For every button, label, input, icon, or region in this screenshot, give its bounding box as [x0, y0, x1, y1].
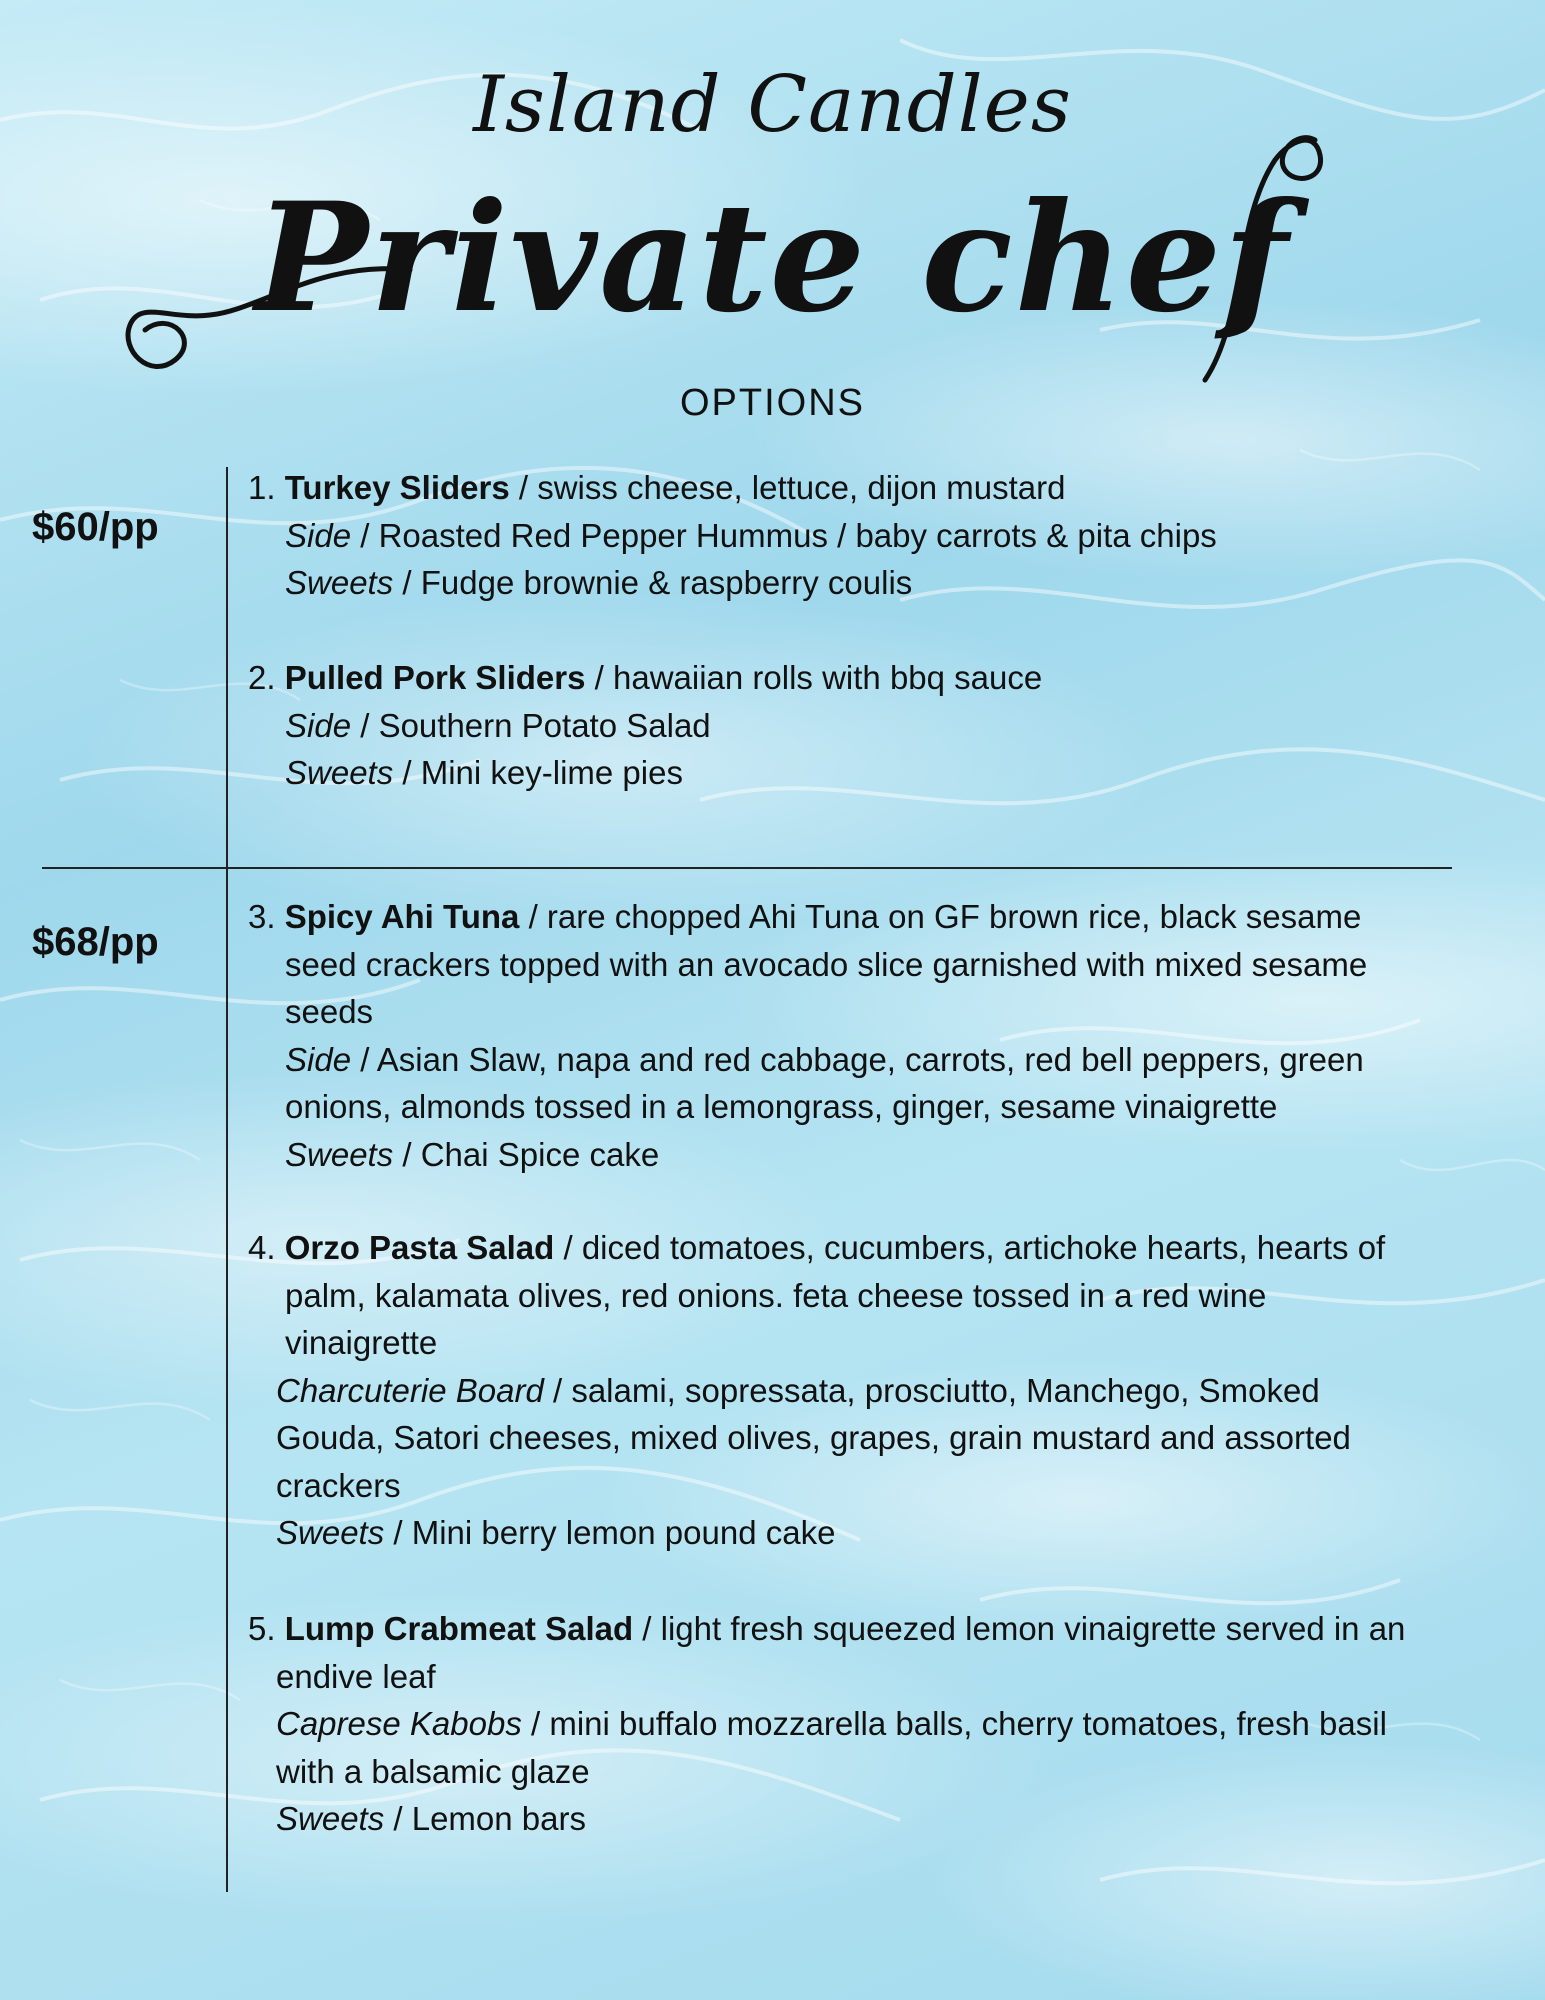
item-main-line: [248, 1224, 1508, 1272]
sweets-label: Sweets: [285, 754, 394, 791]
item-side-line: [248, 512, 1508, 560]
item-desc: / swiss cheese, lettuce, dijon mustard: [509, 469, 1066, 506]
sweets-label: Sweets: [285, 1135, 394, 1173]
item-desc: / hawaiian rolls with bbq sauce: [585, 659, 1043, 696]
item-extra-cont: Gouda, Satori cheeses, mixed olives, grapes, grain mustard and assorted: [276, 1419, 1351, 1456]
menu-item-2: [248, 654, 1508, 797]
item-number: 4.: [248, 1229, 276, 1266]
item-number: 3.: [248, 898, 276, 935]
item-number: 5.: [248, 1610, 276, 1647]
item-desc-cont: palm, kalamata olives, red onions. feta cheese tossed in a red wine: [285, 1276, 1267, 1314]
item-desc-cont: seeds: [285, 993, 374, 1030]
item-name: Turkey Sliders: [284, 469, 510, 506]
side-text: / Asian Slaw, napa and red cabbage, carrots, red bell peppers, green: [351, 1040, 1364, 1078]
extra-text: / mini buffalo mozzarella balls, cherry tomatoes, fresh basil: [521, 1705, 1387, 1742]
item-main-line: [248, 654, 1508, 702]
menu-item-3: [248, 893, 1508, 1178]
item-main-line: [248, 464, 1508, 512]
horizontal-divider: [42, 867, 1452, 869]
sweets-text: / Chai Spice cake: [393, 1135, 660, 1173]
side-text: / Roasted Red Pepper Hummus / baby carrots & pita chips: [351, 516, 1217, 554]
menu-item-1: [248, 464, 1508, 607]
side-label: Side: [285, 1040, 352, 1078]
item-main-line: [248, 893, 1508, 941]
item-extra-cont: with a balsamic glaze: [276, 1752, 590, 1790]
item-name: Pulled Pork Sliders: [284, 659, 586, 696]
item-extra-line: [248, 1367, 1508, 1415]
sweets-text: / Lemon bars: [384, 1800, 586, 1837]
sweets-text: / Fudge brownie & raspberry coulis: [393, 564, 913, 601]
sweets-label: Sweets: [276, 1800, 385, 1837]
item-desc: / rare chopped Ahi Tuna on GF brown rice, black sesame: [519, 898, 1362, 935]
item-number: 2.: [248, 659, 276, 696]
sweets-label: Sweets: [285, 564, 394, 601]
side-label: Side: [285, 706, 352, 744]
sweets-text: / Mini berry lemon pound cake: [384, 1514, 836, 1551]
page-subtitle: OPTIONS: [679, 382, 866, 424]
item-name: Lump Crabmeat Salad: [284, 1610, 634, 1647]
sweets-label: Sweets: [276, 1514, 385, 1551]
menu-item-5: [248, 1605, 1508, 1843]
side-text: / Southern Potato Salad: [351, 706, 711, 744]
item-sweets-line: [248, 1795, 1508, 1843]
item-name: Spicy Ahi Tuna: [284, 898, 520, 935]
side-label: Side: [285, 516, 352, 554]
item-number: 1.: [248, 469, 276, 506]
page-title: Private chef: [255, 170, 1290, 346]
sweets-text: / Mini key-lime pies: [393, 754, 683, 791]
item-sweets-line: [248, 749, 1508, 797]
item-sweets-line: [248, 559, 1508, 607]
item-desc: / diced tomatoes, cucumbers, artichoke hearts, hearts of: [554, 1229, 1386, 1266]
extra-label: Charcuterie Board: [276, 1371, 544, 1409]
item-sweets-line: [248, 1509, 1508, 1557]
menu-item-4: [248, 1224, 1508, 1557]
item-extra-cont: crackers: [276, 1466, 401, 1504]
extra-text: / salami, sopressata, prosciutto, Manchego, Smoked: [543, 1371, 1320, 1409]
item-extra-line: [248, 1700, 1508, 1748]
item-side-line: [248, 702, 1508, 750]
item-main-line: [248, 1605, 1508, 1653]
item-desc-cont: seed crackers topped with an avocado slice garnished with mixed sesame: [285, 945, 1368, 983]
item-side-cont: onions, almonds tossed in a lemongrass, ginger, sesame vinaigrette: [285, 1088, 1278, 1125]
item-name: Orzo Pasta Salad: [284, 1229, 555, 1266]
item-side-line: [248, 1036, 1508, 1084]
extra-label: Caprese Kabobs: [276, 1705, 522, 1742]
brand-name: Island Candles: [473, 60, 1072, 150]
price-tier-2: $68/pp: [32, 920, 159, 964]
item-sweets-line: [248, 1131, 1508, 1179]
vertical-divider: [226, 467, 228, 1892]
item-desc-cont: vinaigrette: [285, 1324, 438, 1361]
item-desc: / light fresh squeezed lemon vinaigrette served in an: [633, 1610, 1406, 1647]
item-desc-cont: endive leaf: [276, 1657, 436, 1695]
price-tier-1: $60/pp: [32, 505, 159, 549]
